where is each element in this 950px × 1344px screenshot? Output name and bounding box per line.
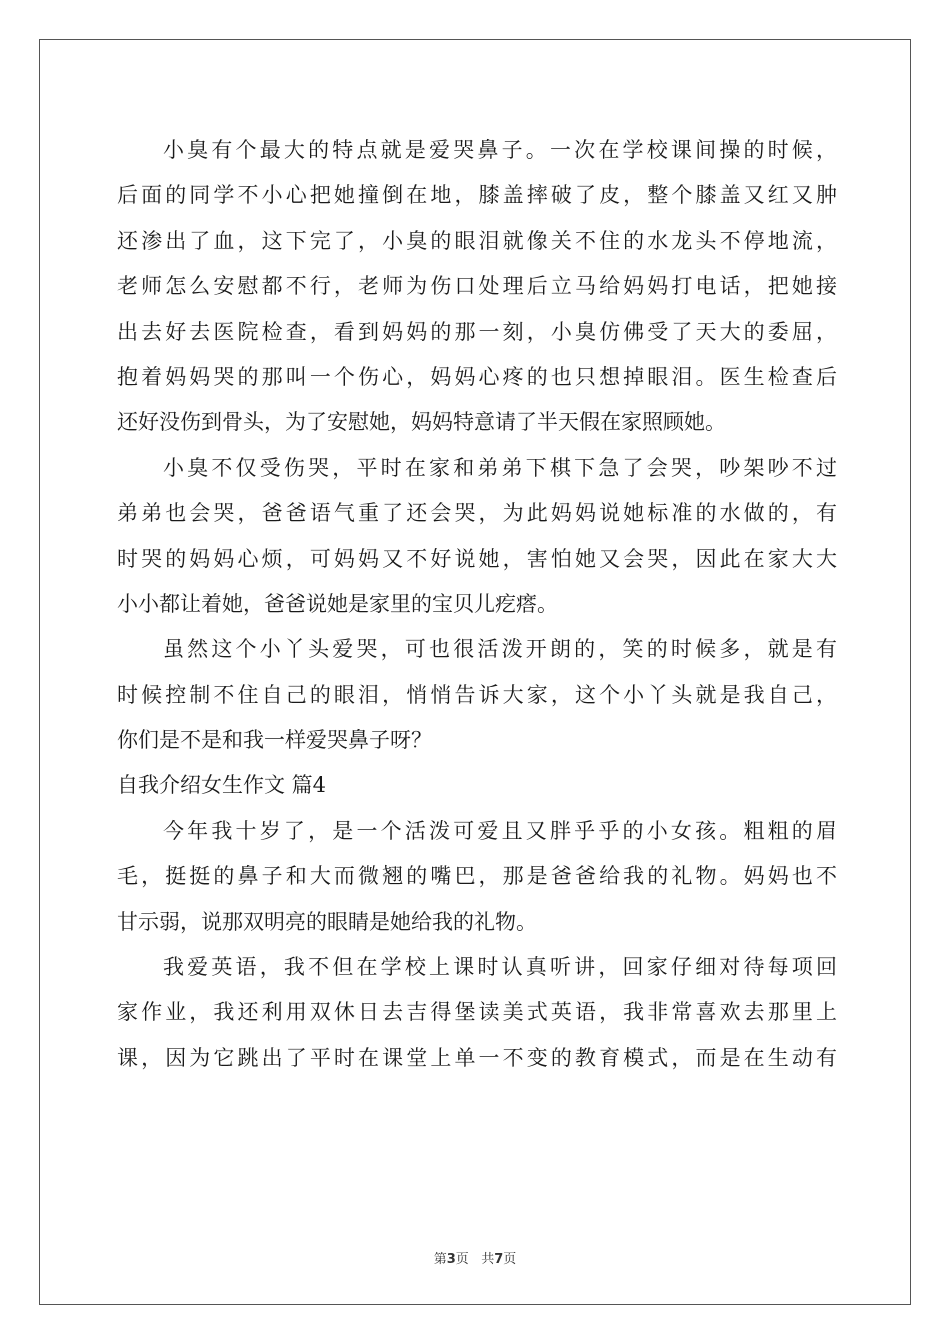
text-line: 虽然这个小丫头爱哭，可也很活泼开朗的，笑的时候多，就是有 [163, 637, 837, 662]
paragraph-5 [117, 945, 837, 1081]
text-line: 今年我十岁了，是一个活泼可爱且又胖乎乎的小女孩。粗粗的眉 [163, 818, 837, 843]
total-prefix: 共 [481, 1252, 495, 1267]
text-line: 老师怎么安慰都不行，老师为伤口处理后立马给妈妈打电话，把她接 [117, 274, 837, 299]
section-heading: 自我介绍女生作文 篇4 [117, 773, 327, 798]
text-line: 课，因为它跳出了平时在课堂上单一不变的教育模式，而是在生动有 [117, 1045, 837, 1070]
total-suffix: 页 [503, 1252, 517, 1267]
text-line: 还渗出了血，这下完了，小臭的眼泪就像关不住的水龙头不停地流， [117, 228, 837, 253]
text-line: 小小都让着她，爸爸说她是家里的宝贝儿疙瘩。 [117, 591, 558, 616]
text-line: 还好没伤到骨头，为了安慰她，妈妈特意请了半天假在家照顾她。 [117, 410, 726, 435]
total-pages: 7 [494, 1252, 504, 1267]
text-line: 毛，挺挺的鼻子和大而微翘的嘴巴，那是爸爸给我的礼物。妈妈也不 [117, 864, 837, 889]
text-line: 时候控制不住自己的眼泪，悄悄告诉大家，这个小丫头就是我自己， [117, 682, 837, 707]
page-number: 3 [446, 1252, 456, 1267]
text-line: 时哭的妈妈心烦，可妈妈又不好说她，害怕她又会哭，因此在家大大 [117, 546, 837, 571]
text-line: 后面的同学不小心把她撞倒在地，膝盖摔破了皮，整个膝盖又红又肿 [117, 183, 837, 208]
paragraph-1 [117, 128, 837, 446]
text-line: 甘示弱，说那双明亮的眼睛是她给我的礼物。 [117, 909, 537, 934]
text-line: 你们是不是和我一样爱哭鼻子呀？ [117, 728, 432, 753]
text-line: 抱着妈妈哭的那叫一个伤心，妈妈心疼的也只想掉眼泪。医生检查后 [117, 364, 837, 389]
paragraph-3 [117, 627, 837, 763]
paragraph-2 [117, 446, 837, 628]
paragraph-4 [117, 809, 837, 945]
text-line: 小臭有个最大的特点就是爱哭鼻子。一次在学校课间操的时候， [163, 138, 837, 162]
page-prefix: 第 [433, 1252, 447, 1267]
page-footer [0, 1248, 950, 1267]
text-line: 弟弟也会哭，爸爸语气重了还会哭，为此妈妈说她标准的水做的，有 [117, 501, 837, 526]
page-suffix: 页 [455, 1252, 469, 1267]
text-line: 出去好去医院检查，看到妈妈的那一刻，小臭仿佛受了天大的委屈， [117, 319, 837, 344]
text-line: 我爱英语，我不但在学校上课时认真听讲，回家仔细对待每项回 [163, 955, 837, 980]
text-line: 小臭不仅受伤哭，平时在家和弟弟下棋下急了会哭，吵架吵不过 [163, 455, 837, 480]
text-line: 家作业，我还利用双休日去吉得堡读美式英语，我非常喜欢去那里上 [117, 1000, 837, 1025]
document-body [117, 128, 837, 1081]
